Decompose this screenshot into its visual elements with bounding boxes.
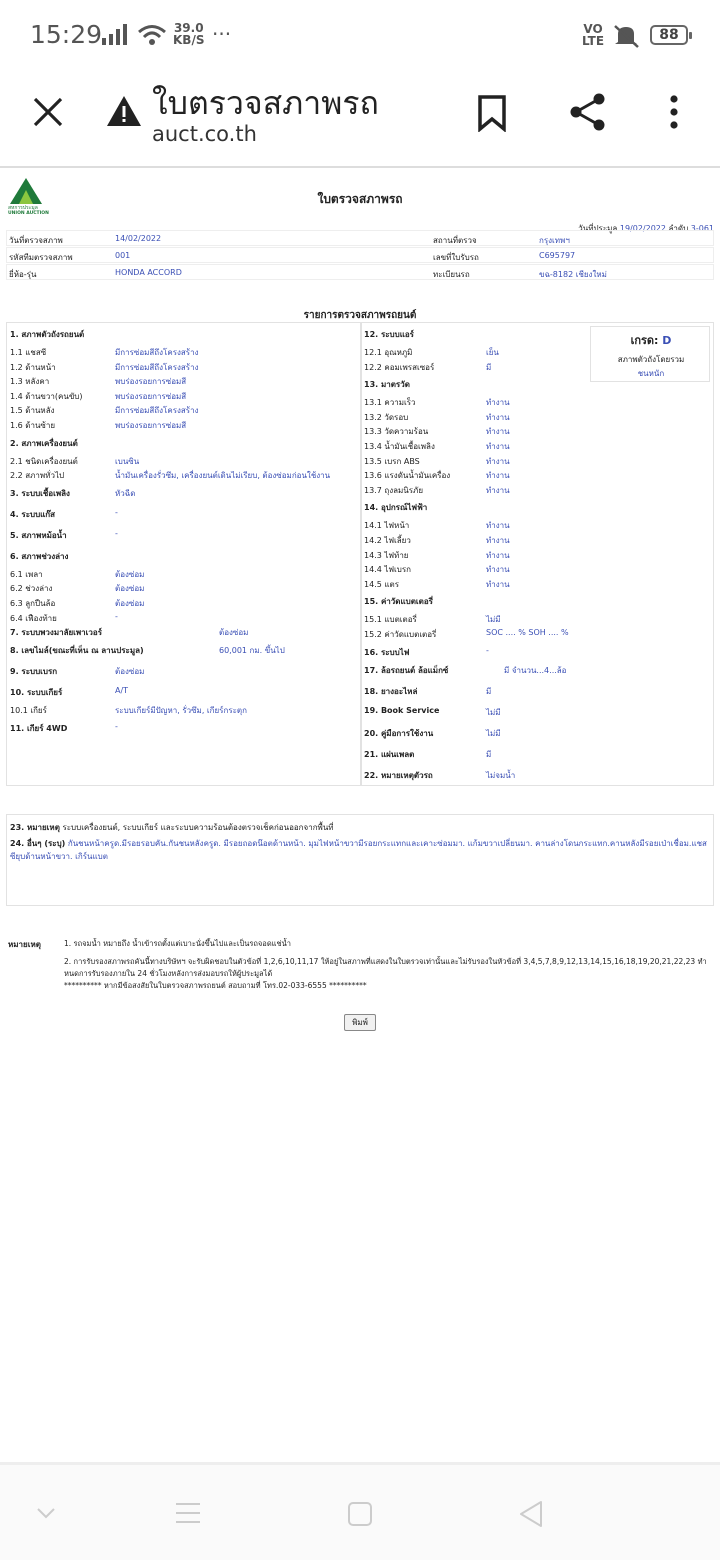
item-label: 16. ระบบไฟ xyxy=(364,647,410,657)
header-value: 001 xyxy=(115,251,131,260)
item-label: 15. ค่าวัดแบตเตอรี่ xyxy=(364,597,433,607)
item-value: A/T xyxy=(115,686,129,696)
right-panel xyxy=(361,322,714,786)
remark-label: หมายเหตุ xyxy=(8,940,41,949)
warning-icon[interactable] xyxy=(106,94,142,128)
note-24: 24. อื่นๆ (ระบุ) กันชนหน้าครูด.มีรอยรอบคัน.กันชนหลังครูด. มีรอยถอดน๊อตด้านหน้า. มุมไฟหน้าขวามีรอยกระแทกและเคาะซ่อมมา. แก้มขวาเปลี่ยนมา. คานล่างโดนกระแทก.คานหลังมีรอยเป่าเชื่อม.แชสซียุบด้านหน้าขวา. เกิร์นแบต xyxy=(10,839,707,861)
item-label: 1.5 ด้านหลัง xyxy=(10,406,55,416)
item-label: 1. สภาพตัวถังรถยนต์ xyxy=(10,330,85,339)
item-value: ต้องซ่อม xyxy=(115,667,145,677)
header-row xyxy=(6,247,714,263)
item-label: 7. ระบบพวงมาลัยเพาเวอร์ xyxy=(10,628,102,638)
item-label: 13.5 เบรก ABS xyxy=(364,456,420,466)
signal-icon xyxy=(102,24,130,46)
item-label: 1.3 หลังคา xyxy=(10,377,50,387)
item-label: 22. หมายเหตุตัวรถ xyxy=(364,770,433,780)
item-value: มี จำนวน...4...ล้อ xyxy=(504,665,567,675)
item-value: ทำงาน xyxy=(486,471,510,481)
notes-box xyxy=(6,814,714,906)
item-label: 19. Book Service xyxy=(364,705,440,715)
item-label: 12. ระบบแอร์ xyxy=(364,330,414,339)
union-auction-logo: สหการประมูล UNION AUCTION xyxy=(8,176,54,216)
item-label: 15.2 ค่าวัดแบตเตอรี่ xyxy=(364,630,437,639)
item-label: 14.1 ไฟหน้า xyxy=(364,521,410,531)
item-value: ต้องซ่อม xyxy=(115,599,145,608)
wifi-icon xyxy=(137,24,167,46)
header-value: ขฉ-8182 เชียงใหม่ xyxy=(539,270,607,279)
item-label: 4. ระบบแก๊ส xyxy=(10,509,56,519)
network-speed: 39.0 KB/S xyxy=(173,21,205,47)
home-icon[interactable] xyxy=(347,1501,373,1527)
item-label: 18. ยางอะไหล่ xyxy=(364,686,418,696)
volte-indicator: VO LTE xyxy=(582,22,605,48)
item-label: 14.3 ไฟท้าย xyxy=(364,550,409,560)
item-label: 10. ระบบเกียร์ xyxy=(10,688,63,698)
item-value: - xyxy=(115,528,118,538)
item-label: 13.3 วัดความร้อน xyxy=(364,427,429,437)
item-label: 21. แผ่นเพลต xyxy=(364,749,415,759)
clock: 15:29 xyxy=(30,20,103,49)
list-title: รายการตรวจสภาพรถยนต์ xyxy=(303,310,417,321)
item-label: 14. อุปกรณ์ไฟฟ้า xyxy=(364,503,428,513)
item-value: ต้องซ่อม xyxy=(115,569,145,579)
item-value: มีการซ่อมสีถึงโครงสร้าง xyxy=(115,406,199,416)
item-label: 3. ระบบเชื้อเพลิง xyxy=(10,488,70,498)
back-icon[interactable] xyxy=(518,1500,544,1528)
header-value: 14/02/2022 xyxy=(115,234,162,243)
item-value: ทำงาน xyxy=(486,412,510,422)
header-label: ยี่ห้อ-รุ่น xyxy=(9,270,37,279)
item-value: ทำงาน xyxy=(486,550,510,560)
status-bar xyxy=(0,0,720,70)
item-value: - xyxy=(115,507,118,517)
item-label: 13.1 ความเร็ว xyxy=(364,398,416,408)
system-nav-bar xyxy=(0,1462,720,1560)
item-label: 2.2 สภาพทั่วไป xyxy=(10,471,65,481)
item-label: 10.1 เกียร์ xyxy=(10,706,47,716)
item-value: มีการซ่อมสีถึงโครงสร้าง xyxy=(115,348,199,357)
item-value: ต้องซ่อม xyxy=(219,628,249,638)
item-label: 2. สภาพเครื่องยนต์ xyxy=(10,438,78,448)
more-notifications-icon: ··· xyxy=(212,22,232,46)
header-value: กรุงเทพฯ xyxy=(539,236,570,245)
header-label: ทะเบียนรถ xyxy=(433,270,470,279)
browser-toolbar xyxy=(0,70,720,168)
item-value: ไม่มี xyxy=(486,707,501,717)
item-label: 9. ระบบเบรก xyxy=(10,667,58,677)
item-value: ทำงาน xyxy=(486,485,510,495)
item-label: 20. คู่มือการใช้งาน xyxy=(364,728,434,738)
header-label: วันที่ตรวจสภาพ xyxy=(9,236,63,245)
item-label: 13.2 วัดรอบ xyxy=(364,412,409,422)
item-label: 8. เลขไมล์(ขณะที่เห็น ณ ลานประมูล) xyxy=(10,646,144,656)
item-label: 6. สภาพช่วงล่าง xyxy=(10,551,69,561)
item-label: 11. เกียร์ 4WD xyxy=(10,723,68,733)
chevron-down-icon[interactable] xyxy=(36,1507,56,1519)
share-icon[interactable] xyxy=(568,92,608,132)
header-value: HONDA ACCORD xyxy=(115,268,182,277)
remarks: 1. รถจมน้ำ หมายถึง น้ำเข้ารถตั้งแต่เบาะนั่งขึ้นไปและเป็นรถจอดแช่น้ำ 2. การรับรองสภาพรถคันนี้ทางบริษัทฯ จะรับผิดชอบในตัวข้อที่ 1,2,6,10,11,17 ให้อยู่ในสภาพที่แสดงในใบตรวจเท่านั้นและไม่รับรองในหัวข้อที่ 3,4,5,7,8,9,12,13,14,15,16,18,19,20,21,22,23 ทำหนดการรับรองภายใน 24 ชั่วโมงหลังการส่งมอบรถให้ผู้ประมูลได้ ********** หากมีข้อสงสัยในใบตรวจสภาพรถยนต์ สอบถามที่ โทร.02-033-6555 ********** xyxy=(64,939,707,990)
item-label: 13. มาตรวัด xyxy=(364,380,410,390)
note-23: 23. หมายเหตุ ระบบเครื่องยนต์, ระบบเกียร์ และระบบความร้อนต้องตรวจเช็คก่อนออกจากพื้นที่ xyxy=(10,823,334,832)
item-value: ไม่มี xyxy=(486,615,501,625)
item-value: พบร่องรอยการซ่อมสี xyxy=(115,421,187,430)
item-value: - xyxy=(115,611,118,621)
item-value: มี xyxy=(486,686,492,696)
item-label: 6.1 เพลา xyxy=(10,569,43,579)
battery-icon: 88 xyxy=(650,25,688,45)
item-value: เบนซิน xyxy=(115,456,140,466)
item-value: - xyxy=(115,721,118,731)
item-value: - xyxy=(486,645,489,655)
header-label: สถานที่ตรวจ xyxy=(433,236,477,245)
item-value: มี xyxy=(486,362,492,372)
bookmark-icon[interactable] xyxy=(476,94,508,132)
inspection-document xyxy=(0,170,720,1040)
item-label: 1.4 ด้านขวา(คนขับ) xyxy=(10,391,83,401)
more-options-icon[interactable] xyxy=(666,94,682,130)
item-label: 1.6 ด้านซ้าย xyxy=(10,421,56,430)
item-label: 12.2 คอมเพรสเซอร์ xyxy=(364,362,435,372)
item-label: 1.1 แชสซี xyxy=(10,348,47,357)
header-row xyxy=(6,230,714,246)
item-label: 5. สภาพหม้อน้ำ xyxy=(10,530,67,540)
item-label: 6.2 ช่วงล่าง xyxy=(10,584,53,594)
item-label: 15.1 แบตเตอรี่ xyxy=(364,615,417,625)
close-icon[interactable] xyxy=(32,96,64,128)
print-button[interactable]: พิมพ์ xyxy=(344,1014,376,1031)
item-value: ทำงาน xyxy=(486,398,510,408)
item-value: ทำงาน xyxy=(486,536,510,545)
header-value: C695797 xyxy=(539,251,576,260)
grade-desc: ชนหนัก xyxy=(637,369,665,378)
mute-icon xyxy=(612,24,640,48)
item-label: 13.7 ถุงลมนิรภัย xyxy=(364,485,424,495)
item-value: ทำงาน xyxy=(486,565,510,575)
item-label: 17. ล้อรถยนต์ ล้อแม็กซ์ xyxy=(364,665,449,675)
header-label: เลขที่ใบรับรถ xyxy=(433,253,479,262)
item-label: 1.2 ด้านหน้า xyxy=(10,362,56,372)
item-value: SOC .... % SOH .... % xyxy=(486,628,569,637)
item-value: ไม่มี xyxy=(486,728,501,738)
item-label: 6.3 ลูกปืนล้อ xyxy=(10,599,56,608)
item-value: ต้องซ่อม xyxy=(115,584,145,594)
grade-value: D xyxy=(662,334,672,347)
item-value: ทำงาน xyxy=(486,442,510,451)
item-value: พบร่องรอยการซ่อมสี xyxy=(115,391,187,401)
header-row xyxy=(6,264,714,280)
grade-label: เกรด: xyxy=(630,334,659,347)
item-label: 14.4 ไฟเบรก xyxy=(364,565,411,575)
item-label: 6.4 เฟืองท้าย xyxy=(10,613,57,623)
item-value: ทำงาน xyxy=(486,427,510,437)
item-value: ไม่จมน้ำ xyxy=(486,770,516,780)
item-label: 14.5 แตร xyxy=(364,579,400,589)
header-label: รหัสทีมตรวจสภาพ xyxy=(9,253,73,262)
item-label: 13.6 แรงดันน้ำมันเครื่อง xyxy=(364,471,451,481)
menu-icon[interactable] xyxy=(174,1501,202,1525)
item-value: พบร่องรอยการซ่อมสี xyxy=(115,377,187,387)
item-label: 14.2 ไฟเลี้ยว xyxy=(364,536,411,545)
page-url[interactable]: auct.co.th xyxy=(152,122,257,146)
grade-sub: สภาพตัวถังโดยรวม xyxy=(617,355,685,364)
item-value: ทำงาน xyxy=(486,456,510,466)
item-value: น้ำมันเครื่องรั่วซึม, เครื่องยนต์เดินไม่เรียบ, ต้องซ่อมก่อนใช้งาน xyxy=(115,471,331,481)
item-label: 2.1 ชนิดเครื่องยนต์ xyxy=(10,456,78,466)
item-value: มีการซ่อมสีถึงโครงสร้าง xyxy=(115,362,199,372)
item-value: ทำงาน xyxy=(486,521,510,531)
item-value: ทำงาน xyxy=(486,579,510,589)
auction-info: วันที่ประมูล 19/02/2022 ลำดับ 3-061 xyxy=(578,224,714,233)
item-value: หัวฉีด xyxy=(115,488,136,498)
item-value: 60,001 กม. ขึ้นไป xyxy=(219,646,285,656)
grade-box xyxy=(590,326,710,382)
document-title: ใบตรวจสภาพรถ xyxy=(317,192,403,206)
item-label: 12.1 อุณหภูมิ xyxy=(364,348,413,357)
item-value: ระบบเกียร์มีปัญหา, รั่วซึม, เกียร์กระตุก xyxy=(115,706,247,716)
item-label: 13.4 น้ำมันเชื้อเพลิง xyxy=(364,442,435,451)
item-value: เย็น xyxy=(486,348,499,357)
page-title: ใบตรวจสภาพรถ xyxy=(152,84,379,122)
item-value: มี xyxy=(486,749,492,759)
